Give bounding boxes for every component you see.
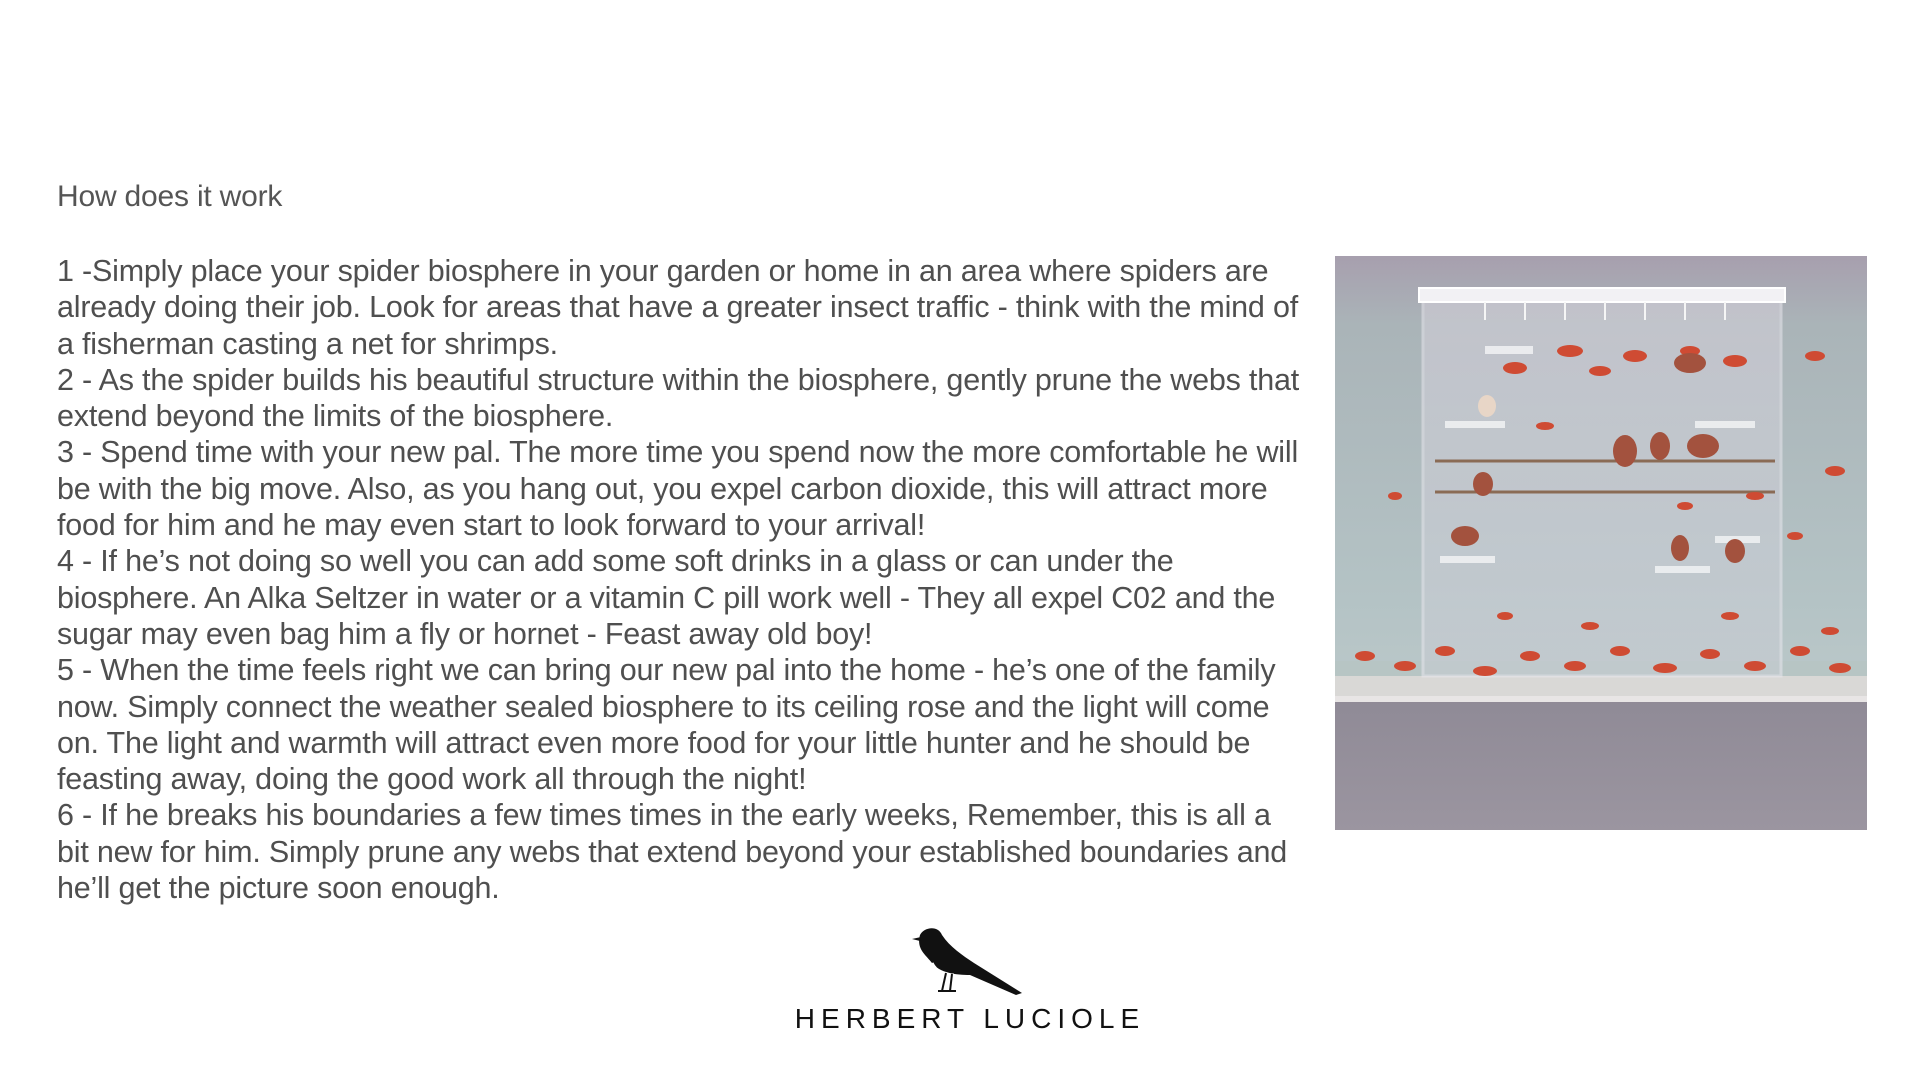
magpie-icon [910,925,1030,1005]
brand-logo [780,925,1160,1035]
instruction-step: 4 - If he’s not doing so well you can add some soft drinks in a glass or can under the biosphere. An Alka Seltzer in water or a vitamin C pill work well - They all expel C02 and the sugar may even bag him a fly or hornet - Feast away old boy! [57,544,1276,651]
instructions-list [57,253,1302,906]
instruction-step: 3 - Spend time with your new pal. The more time you spend now the more comfortable he will be with the big move. Also, as you hang out, you expel carbon dioxide, this will attract more food for him and he may even start to look forward to your arrival! [57,435,1299,543]
instruction-step: 2 - As the spider builds his beautiful structure within the biosphere, gently prune the webs that extend beyond the limits of the biosphere. [57,362,1300,434]
instruction-step: 6 - If he breaks his boundaries a few times times in the early weeks, Remember, this is all a bit new for him. Simply prune any webs that extend beyond your established boundaries and he’ll get the picture soon enough. [57,798,1288,906]
page-heading: How does it work [57,180,283,213]
instruction-step: 1 -Simply place your spider biosphere in your garden or home in an area where spiders are already doing their job. Look for areas that have a greater insect traffic - think with the mind of a fisherman casting a net for shrimps. [57,254,1298,361]
brand-name: HERBERT LUCIOLE [794,1003,1146,1034]
instruction-step: 5 - When the time feels right we can bring our new pal into the home - he’s one of the family now. Simply connect the weather sealed biosphere to its ceiling rose and the light will come on. The light and warmth will attract even more food for your little hunter and he should be feasting away, doing the good work all through the night! [57,653,1276,797]
aquarium-photo [1335,256,1867,830]
